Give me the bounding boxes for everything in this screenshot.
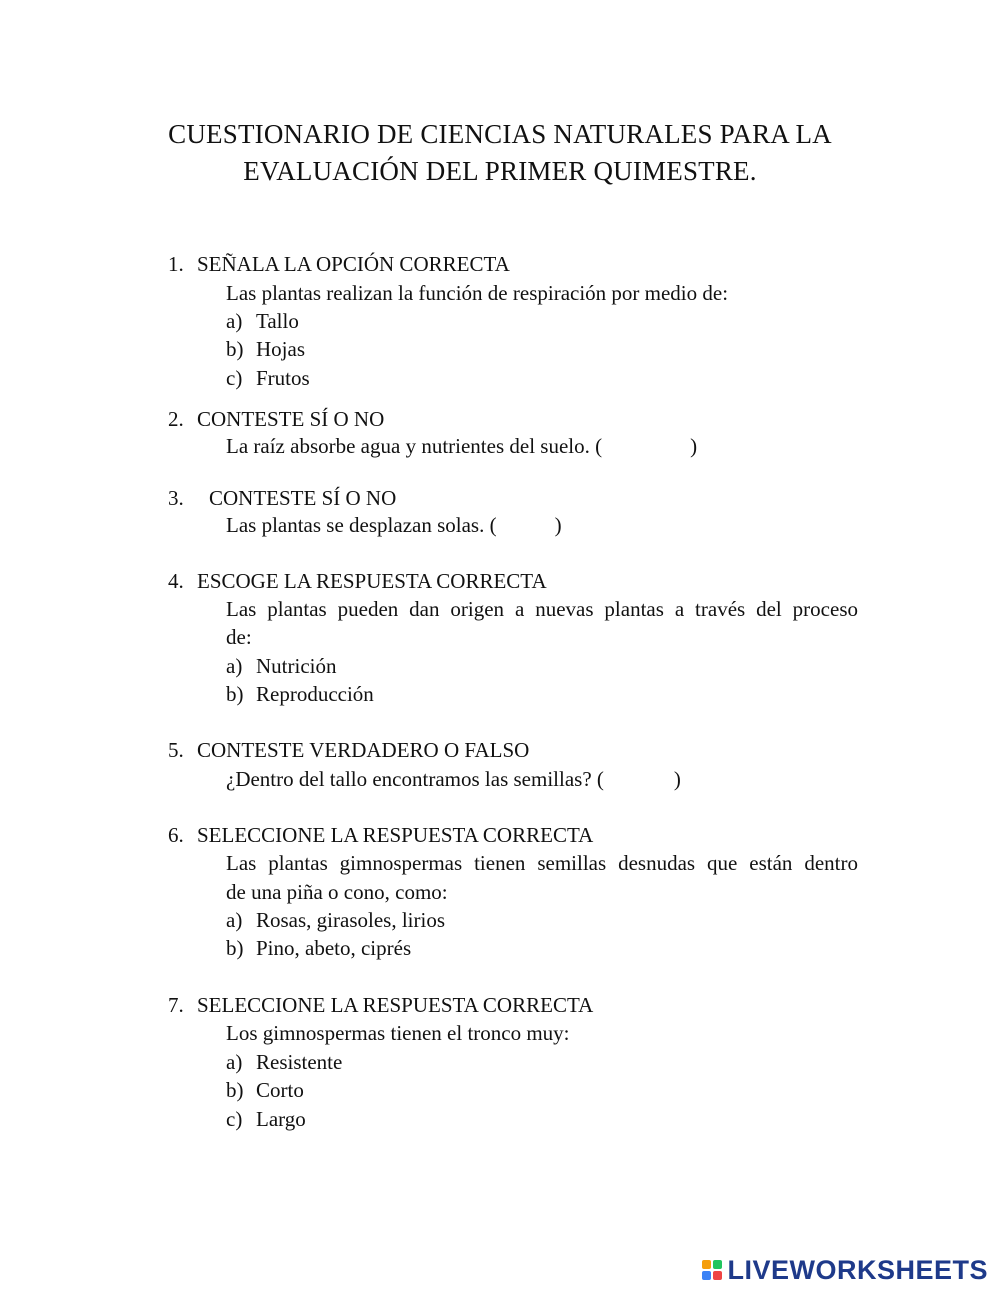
page-title-line-1: CUESTIONARIO DE CIENCIAS NATURALES PARA LA	[168, 119, 832, 149]
option-text: Tallo	[256, 309, 299, 333]
option-text: Nutrición	[256, 654, 337, 678]
option-letter: b)	[226, 337, 244, 361]
question-text-body: Las plantas se desplazan solas. (	[226, 513, 497, 537]
option-text: Rosas, girasoles, lirios	[256, 908, 445, 932]
option-text: Hojas	[256, 337, 305, 361]
question-number: 2.	[168, 407, 184, 431]
question-heading: CONTESTE SÍ O NO	[197, 407, 385, 431]
option-letter: a)	[226, 654, 243, 678]
answer-option[interactable]	[226, 682, 374, 707]
option-text: Reproducción	[256, 682, 374, 706]
question-heading: ESCOGE LA RESPUESTA CORRECTA	[197, 569, 547, 593]
close-paren: )	[690, 434, 698, 458]
answer-option[interactable]	[226, 1050, 342, 1075]
option-letter: a)	[226, 908, 243, 932]
question-text-line-1: Las plantas pueden dan origen a nuevas plantas a través del proceso	[226, 597, 858, 621]
option-letter: b)	[226, 936, 244, 960]
question-text	[226, 513, 562, 538]
answer-option[interactable]	[226, 337, 305, 362]
option-letter: b)	[226, 1078, 244, 1102]
option-letter: a)	[226, 1050, 243, 1074]
liveworksheets-logo[interactable]	[702, 1253, 988, 1287]
option-letter: b)	[226, 682, 244, 706]
question-text-body: La raíz absorbe agua y nutrientes del suelo. (	[226, 434, 603, 458]
answer-option[interactable]	[226, 654, 336, 679]
answer-option[interactable]	[226, 309, 299, 334]
question-text-line-2: de:	[226, 625, 252, 649]
close-paren: )	[673, 767, 681, 791]
question-number: 3.	[168, 486, 184, 510]
answer-option[interactable]	[226, 908, 445, 933]
page-title-line-2: EVALUACIÓN DEL PRIMER QUIMESTRE.	[243, 156, 757, 186]
question-text: Los gimnospermas tienen el tronco muy:	[226, 1021, 570, 1045]
answer-option[interactable]	[226, 366, 310, 391]
option-letter: a)	[226, 309, 243, 333]
question-heading: SELECCIONE LA RESPUESTA CORRECTA	[197, 993, 594, 1017]
question-number: 1.	[168, 252, 184, 276]
option-letter: c)	[226, 1107, 243, 1131]
option-text: Frutos	[256, 366, 310, 390]
question-heading: CONTESTE SÍ O NO	[209, 486, 397, 510]
option-text: Corto	[256, 1078, 304, 1102]
question-number: 7.	[168, 993, 184, 1017]
question-heading: SELECCIONE LA RESPUESTA CORRECTA	[197, 823, 594, 847]
question-number: 6.	[168, 823, 184, 847]
answer-option[interactable]	[226, 1107, 306, 1132]
question-text-line-1: Las plantas gimnospermas tienen semillas desnudas que están dentro	[226, 851, 858, 875]
answer-option[interactable]	[226, 1078, 304, 1103]
question-number: 4.	[168, 569, 184, 593]
option-text: Pino, abeto, ciprés	[256, 936, 412, 960]
option-text: Resistente	[256, 1050, 343, 1074]
question-heading: CONTESTE VERDADERO O FALSO	[197, 738, 530, 762]
question-number: 5.	[168, 738, 184, 762]
option-text: Largo	[256, 1107, 306, 1131]
liveworksheets-logo-icon	[702, 1260, 722, 1280]
answer-option[interactable]	[226, 936, 411, 961]
question-text-body: ¿Dentro del tallo encontramos las semillas? (	[226, 767, 604, 791]
question-text-line-2: de una piña o cono, como:	[226, 880, 448, 904]
question-text	[226, 434, 697, 459]
close-paren: )	[554, 513, 562, 537]
question-text: Las plantas realizan la función de respiración por medio de:	[226, 281, 729, 305]
question-heading: SEÑALA LA OPCIÓN CORRECTA	[197, 252, 510, 276]
logo-text: LIVEWORKSHEETS	[727, 1254, 988, 1285]
question-text	[226, 767, 681, 792]
option-letter: c)	[226, 366, 243, 390]
